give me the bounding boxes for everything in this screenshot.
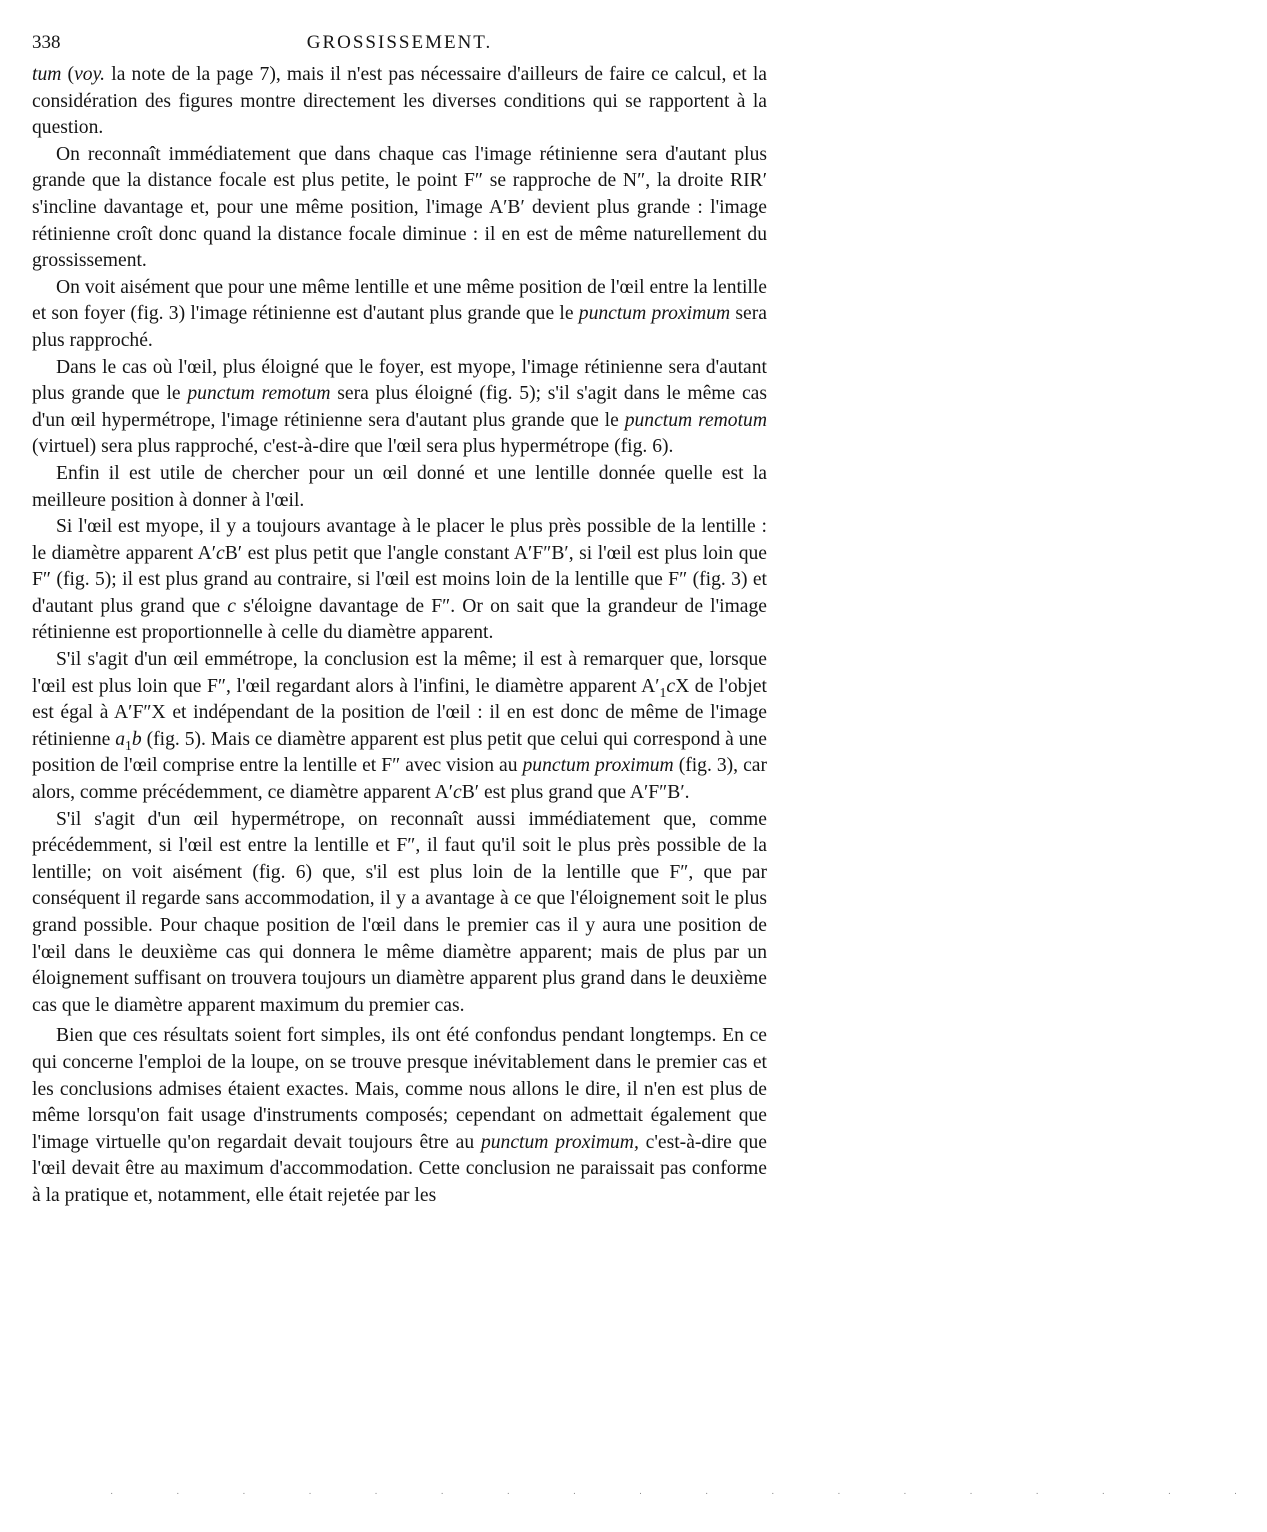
text-run: sera plus éloigné (fig. 5); s'il s'agit dans le même cas d'un œil hypermétrope, l'image rétinienne sera d'autant plus grande que le (32, 383, 767, 431)
italic-text: tum (32, 64, 62, 85)
italic-text: b (131, 728, 142, 750)
text-run: (fig. 5). Mais ce diamètre apparent est plus petit que celui qui correspond à une position de l'œil comprise entre la lentille et F″ avec vision au (32, 728, 767, 777)
running-title: GROSSISSEMENT. (306, 32, 493, 53)
paragraph-6 (32, 514, 767, 647)
paragraph-1 (32, 62, 767, 142)
italic-text: c (216, 542, 225, 564)
paragraph-9 (32, 1023, 767, 1209)
text-run: S'il s'agit d'un œil hypermétrope, on reconnaît aussi immédiatement que, comme précédemment, si l'œil est entre la lentille et F″, il faut qu'il soit le plus près possible de la lentille; on voit aisément (fig. 6) que, s'il est plus loin de la lentille que F″, que par conséquent il regarde sans accommodation, il y a avantage à ce que l'éloignement soit le plus grand possible. Pour chaque position de l'œil dans le premier cas il y aura une position de l'œil dans le deuxième cas qui donnera le même diamètre apparent; mais de plus par un éloignement suffisant on trouvera toujours un diamètre apparent plus grand dans le deuxième cas que le diamètre apparent maximum du premier cas. (32, 808, 767, 1016)
text-run: (fig. 3), car alors, comme précédemment, ce diamètre apparent A′ (32, 755, 767, 804)
text-run: c'est-à-dire que l'œil devait être au maximum d'accommodation. Cette conclusion ne paraissait pas conforme à la pratique et, notamment, elle était rejetée par les (32, 1131, 767, 1206)
text-run: (virtuel) sera plus rapproché, c'est-à-dire que l'œil sera plus hypermétrope (fig. 6). (32, 436, 674, 458)
paragraph-7 (32, 647, 767, 807)
italic-text: punctum proximum (522, 755, 674, 777)
text-run: Bien que ces résultats soient fort simples, ils ont été confondus pendant longtemps. En ce qui concerne l'emploi de la loupe, on se trouve presque inévitablement dans le premier cas et les conclusions admises étaient exactes. Mais, comme nous allons le dire, il n'en est plus de même lorsqu'on fait usage d'instruments composés; cependant on admettait également que l'image virtuelle qu'on regardait devait toujours être au (32, 1025, 767, 1153)
text-run: s'éloigne davantage de F″. Or on sait que la grandeur de l'image rétinienne est proportionnelle à celle du diamètre apparent. (32, 595, 767, 644)
italic-text: voy. (74, 64, 106, 85)
italic-text: punctum remotum (624, 409, 767, 431)
italic-text: c (666, 675, 676, 697)
text-run: sera plus rapproché. (32, 303, 767, 351)
text-run: On voit aisément que pour une même lentille et une même position de l'œil entre la lentille et son foyer (fig. 3) l'image rétinienne est d'autant plus grande que le (32, 276, 767, 325)
text-run: B′ est plus grand que A′F″B′. (461, 782, 690, 804)
text-run: Si l'œil est myope, il y a toujours avantage à le placer le plus près possible de la lentille : le diamètre apparent A′ (32, 516, 767, 564)
text-run: Dans le cas où l'œil, plus éloigné que le foyer, est myope, l'image rétinienne sera d'autant plus grande que le (32, 356, 767, 405)
text-run: B′ est plus petit que l'angle constant A′F″B′, si l'œil est plus loin que F″ (fig. 5); il est plus grand au contraire, si l'œil est moins loin de la lentille que F″ (fig. 3) et d'autant plus grand que (32, 542, 767, 617)
text-run: la note de la page 7), mais il n'est pas nécessaire d'ailleurs de faire ce calcul, et la considération des figures montre directement les diverses conditions qui se rapportent à la question. (32, 64, 767, 139)
italic-text: a (115, 728, 126, 750)
italic-text: punctum remotum (187, 383, 331, 405)
italic-text: punctum proximum, (480, 1131, 639, 1153)
paragraph-4 (32, 355, 767, 461)
italic-text: c (227, 595, 236, 617)
text-run: X de l'objet est égal à A′F″X et indépendant de la position de l'œil : il en est donc de même de l'image rétinienne (32, 675, 768, 750)
italic-text: punctum proximum (578, 303, 731, 325)
italic-text: c (453, 782, 462, 804)
subscript: 1 (659, 684, 667, 700)
text-run: ( (61, 64, 75, 85)
text-run: On reconnaît immédiatement que dans chaque cas l'image rétinienne sera d'autant plus grande que la distance focale est plus petite, le point F″ se rapproche de N″, la droite RIR′ s'incline davantage et, pour une même position, l'image A′B′ devient plus grande : l'image rétinienne croît donc quand la distance focale diminue : il en est de même naturellement du grossissement. (32, 143, 767, 272)
bottom-scan-specks: · · · · · · · · · · · · · · · · · · (110, 1488, 1267, 1499)
page-number: 338 (32, 32, 61, 53)
text-run: S'il s'agit d'un œil emmétrope, la conclusion est la même; il est à remarquer que, lorsque l'œil est plus loin que F″, l'œil regardant alors à l'infini, le diamètre apparent A′ (32, 649, 767, 697)
subscript: 1 (125, 737, 132, 753)
paragraph-2 (32, 142, 767, 275)
paragraph-8 (32, 807, 767, 1020)
text-run: Enfin il est utile de chercher pour un œil donné et une lentille donnée quelle est la meilleure position à donner à l'œil. (32, 462, 767, 511)
paragraph-3 (32, 275, 767, 355)
page-header (32, 32, 767, 62)
paragraph-5 (32, 461, 767, 514)
body-text (32, 62, 767, 1210)
